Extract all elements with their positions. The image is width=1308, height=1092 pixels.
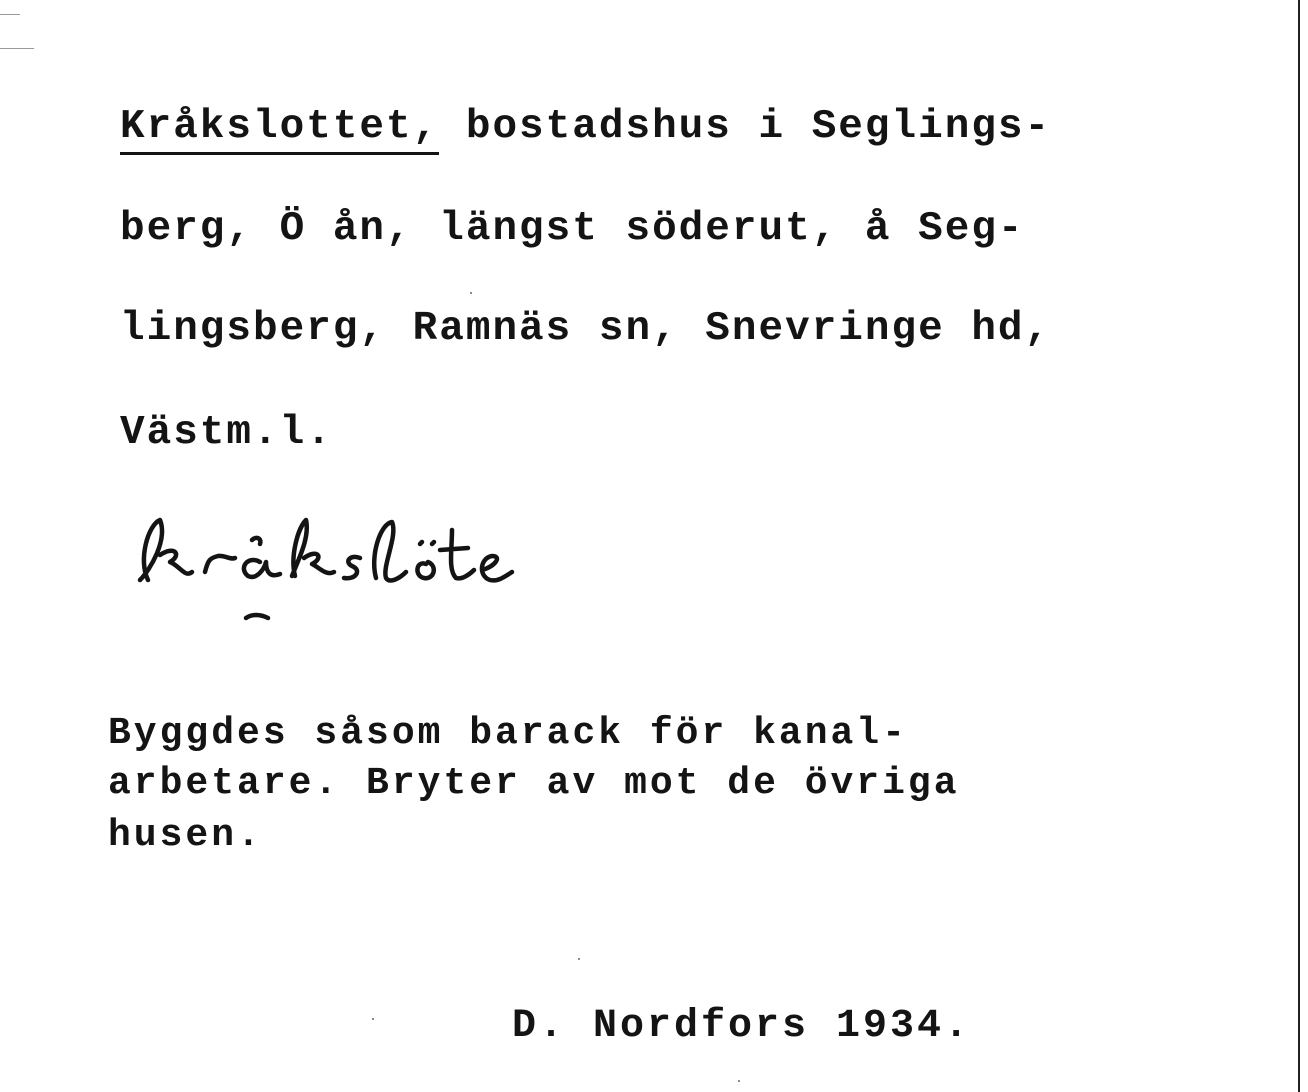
entry-line-3: lingsberg, Ramnäs sn, Snevringe hd, [120,306,1052,352]
signature-date: D. Nordfors 1934. [512,1004,972,1049]
scan-speck [372,1018,374,1020]
entry-line-1 [120,104,1051,150]
note-line-3: husen. [108,814,263,857]
scan-speck [470,292,472,294]
card-edge-mark [0,14,20,15]
entry-line-1-rest: bostadshus i Seglings- [439,104,1052,150]
scan-speck [578,958,580,960]
card-right-edge [1298,0,1300,1092]
note-line-1: Byggdes såsom barack för kanal- [108,712,908,755]
handwritten-form-text: kråkslöte [130,500,136,501]
headword: Kråkslottet, [120,104,439,155]
entry-line-2: berg, Ö ån, längst söderut, å Seg- [120,206,1025,252]
handwritten-form [130,500,590,640]
card-edge-mark [0,48,34,49]
scan-speck [738,1080,740,1082]
note-line-2: arbetare. Bryter av mot de övriga [108,762,960,805]
entry-line-4: Västm.l. [120,410,333,456]
